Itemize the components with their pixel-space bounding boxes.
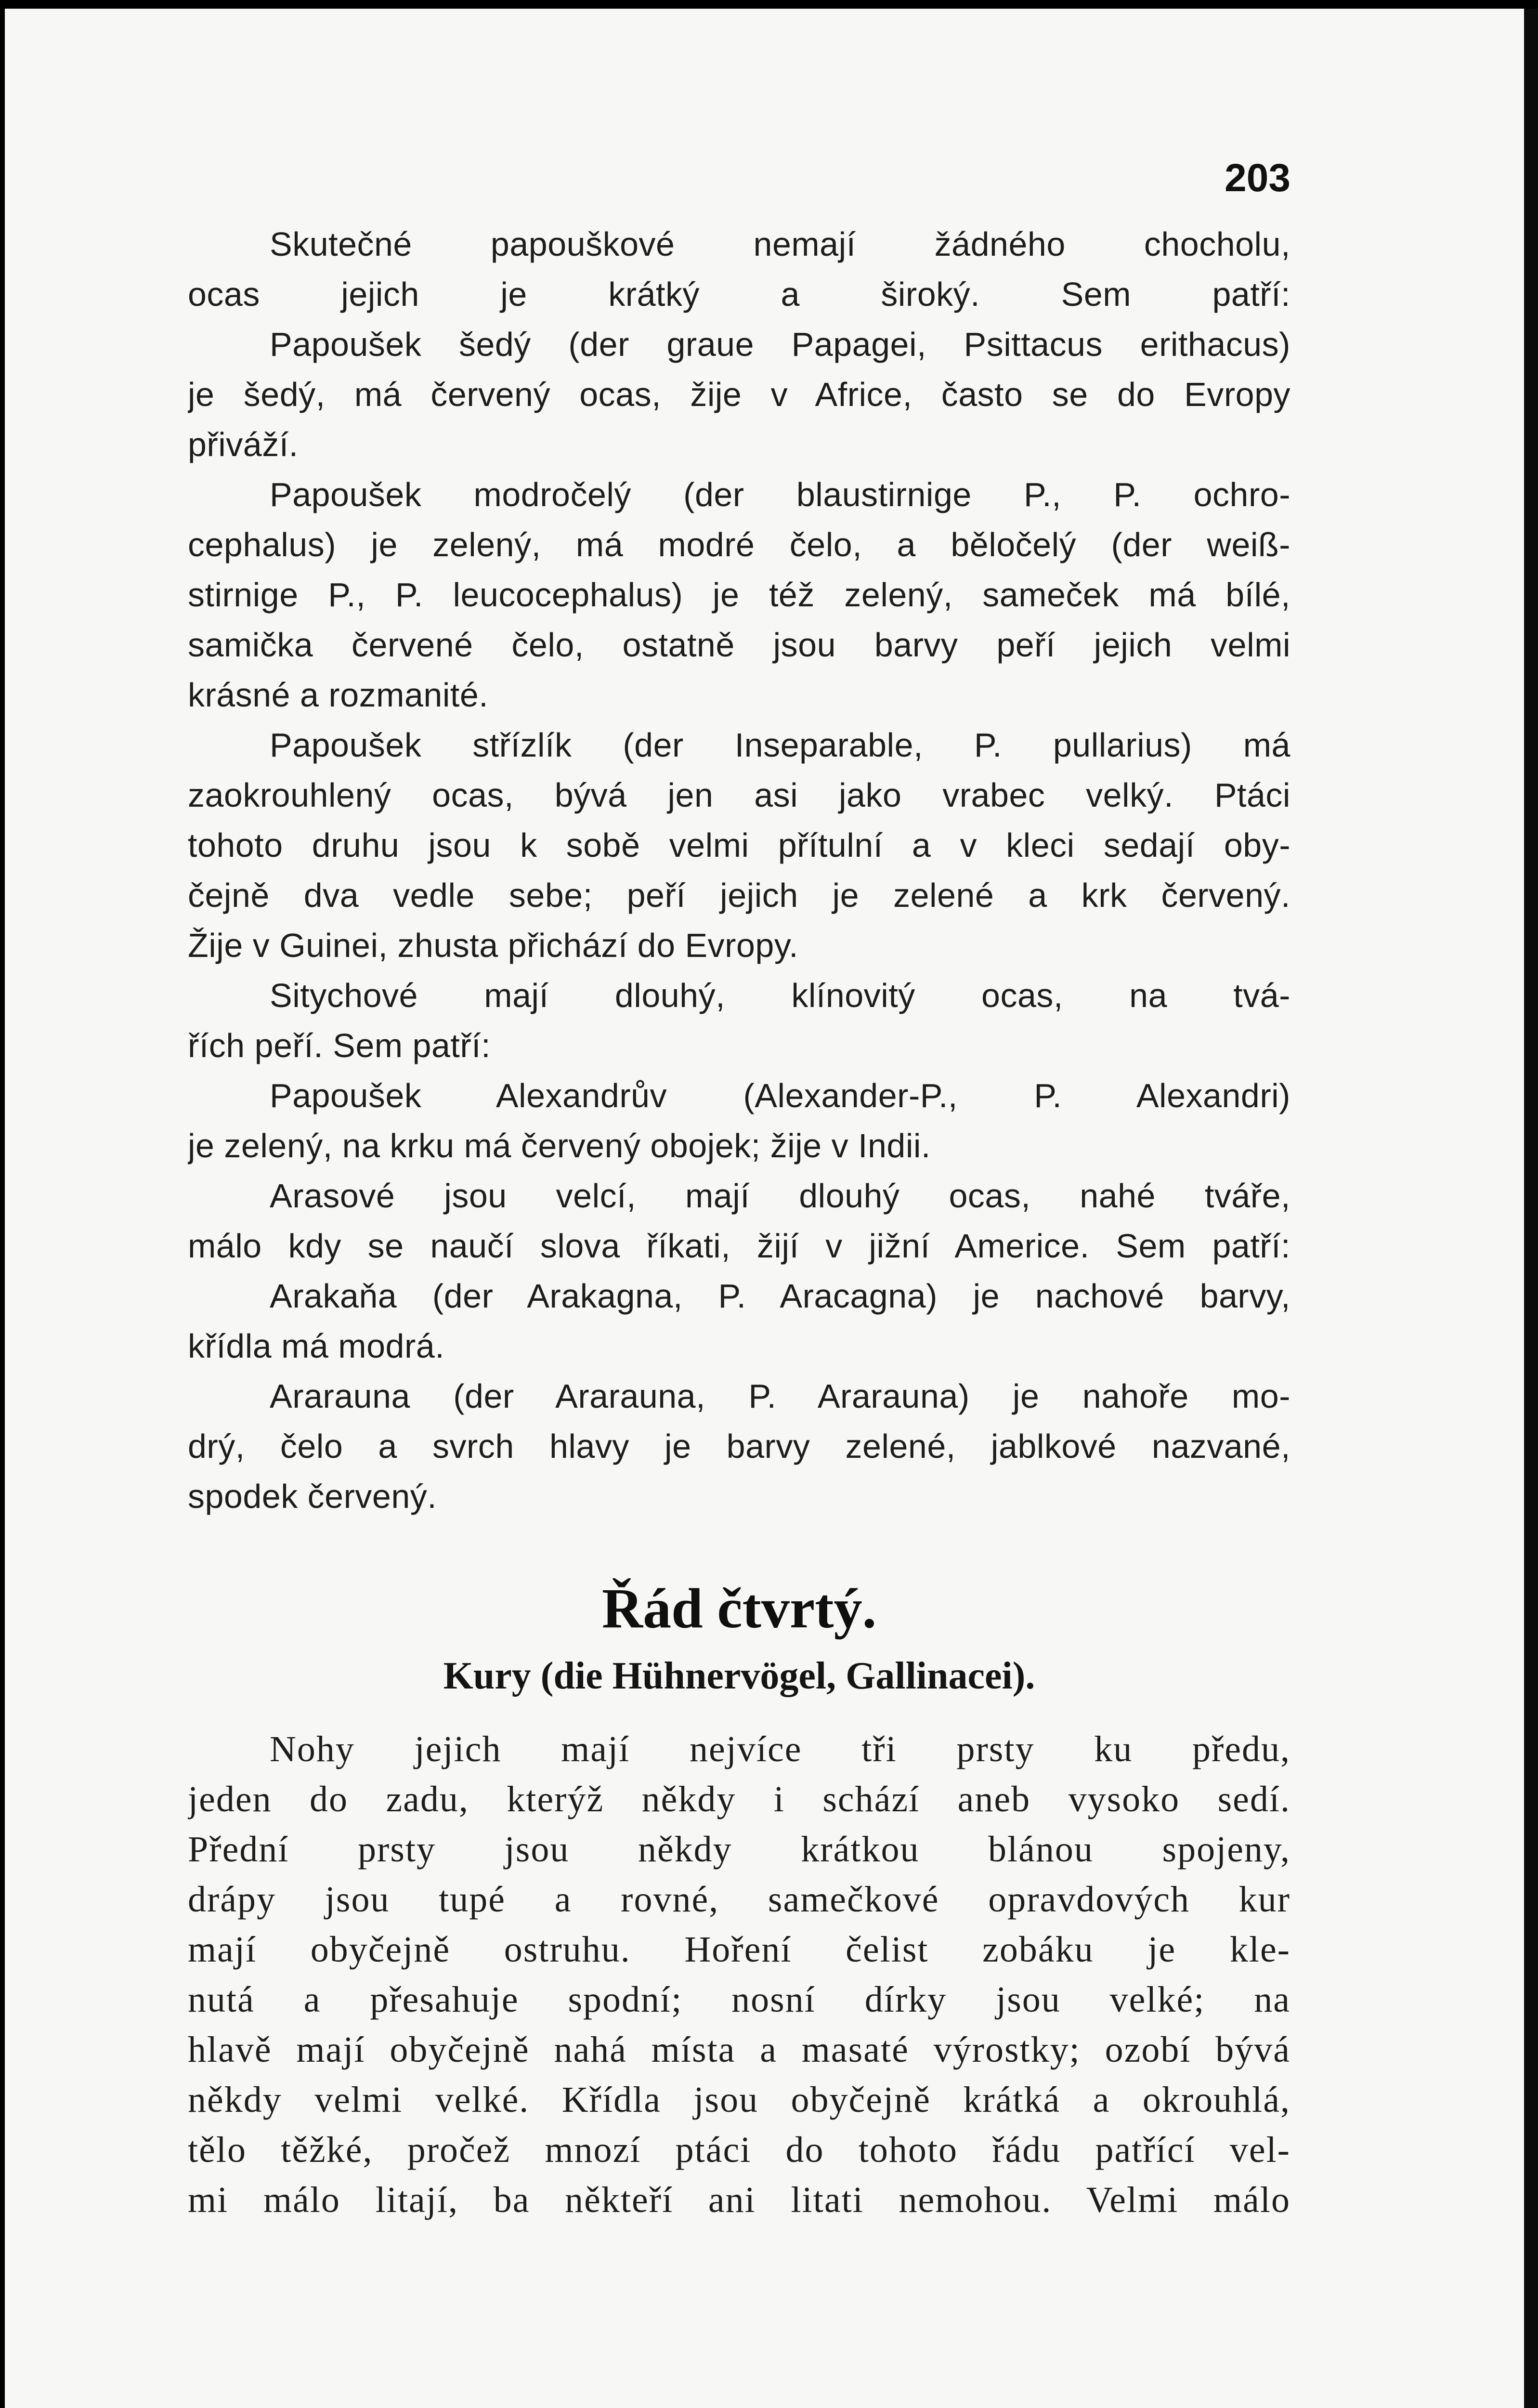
text-line: mají obyčejně ostruhu. Hoření čelist zobáku je kle- — [188, 1929, 1290, 1970]
text-line: zaokrouhlený ocas, bývá jen asi jako vrabec velký. Ptáci — [188, 776, 1290, 814]
text-line: Papoušek šedý (der graue Papagei, Psittacus erithacus) — [270, 326, 1290, 363]
text-line: Sitychové mají dlouhý, klínovitý ocas, na tvá- — [270, 977, 1290, 1014]
text-line: Ararauna (der Ararauna, P. Ararauna) je nahoře mo- — [270, 1377, 1290, 1415]
text-line: někdy velmi velké. Křídla jsou obyčejně krátká a okrouhlá, — [188, 2080, 1290, 2120]
text-line: Arasové jsou velcí, mají dlouhý ocas, nahé tváře, — [270, 1177, 1290, 1215]
section-subheading: Kury (die Hühnervögel, Gallinacei). — [443, 1655, 1035, 1697]
text-line: jeden do zadu, kterýž někdy i schází aneb vysoko sedí. — [188, 1779, 1290, 1819]
text-line: je šedý, má červený ocas, žije v Africe, často se do Evropy — [188, 376, 1290, 413]
text-line: přiváží. — [188, 426, 299, 463]
text-line: drápy jsou tupé a rovné, samečkové opravdových kur — [188, 1879, 1290, 1920]
page-edge-shadow — [1524, 9, 1538, 2408]
text-line: ocas jejich je krátký a široký. Sem patří: — [188, 275, 1290, 313]
text-line: tohoto druhu jsou k sobě velmi přítulní a v kleci sedají oby- — [188, 826, 1290, 864]
text-line: samička červené čelo, ostatně jsou barvy peří jejich velmi — [188, 626, 1290, 664]
text-line: drý, čelo a svrch hlavy je barvy zelené, jablkové nazvané, — [188, 1427, 1290, 1465]
text-line: Přední prsty jsou někdy krátkou blánou spojeny, — [188, 1829, 1290, 1870]
text-line: řích peří. Sem patří: — [188, 1027, 491, 1064]
text-line: spodek červený. — [188, 1478, 437, 1515]
text-line: cephalus) je zelený, má modré čelo, a běločelý (der weiß- — [188, 526, 1290, 563]
text-line: Nohy jejich mají nejvíce tři prsty ku předu, — [270, 1729, 1290, 1769]
page-number: 203 — [1225, 156, 1290, 200]
section-heading: Řád čtvrtý. — [601, 1577, 877, 1640]
text-line: nutá a přesahuje spodní; nosní dírky jsou velké; na — [188, 1979, 1290, 2020]
text-line: čejně dva vedle sebe; peří jejich je zelené a krk červený. — [188, 877, 1290, 914]
text-line: Papoušek střízlík (der Inseparable, P. pullarius) má — [270, 726, 1290, 764]
text-line: Arakaňa (der Arakagna, P. Aracagna) je nachové barvy, — [270, 1277, 1290, 1315]
text-line: Papoušek Alexandrův (Alexander-P., P. Alexandri) — [270, 1077, 1290, 1114]
text-line: stirnige P., P. leucocephalus) je též zelený, sameček má bílé, — [188, 576, 1290, 614]
text-line: tělo těžké, pročež mnozí ptáci do tohoto řádu patřící vel- — [188, 2130, 1290, 2170]
text-line: je zelený, na krku má červený obojek; žije v Indii. — [188, 1127, 931, 1165]
text-line: málo kdy se naučí slova říkati, žijí v jižní Americe. Sem patří: — [188, 1227, 1290, 1265]
text-line: hlavě mají obyčejně nahá místa a masaté výrostky; ozobí bývá — [188, 2029, 1290, 2070]
text-line: Skutečné papouškové nemají žádného chocholu, — [270, 225, 1290, 263]
text-line: mi málo litají, ba někteří ani litati nemohou. Velmi málo — [188, 2180, 1290, 2220]
text-line: Žije v Guinei, zhusta přichází do Evropy. — [188, 927, 799, 964]
text-line: Papoušek modročelý (der blaustirnige P., P. ochro- — [270, 476, 1290, 513]
text-line: křídla má modrá. — [188, 1327, 445, 1365]
text-line: krásné a rozmanité. — [188, 676, 489, 714]
